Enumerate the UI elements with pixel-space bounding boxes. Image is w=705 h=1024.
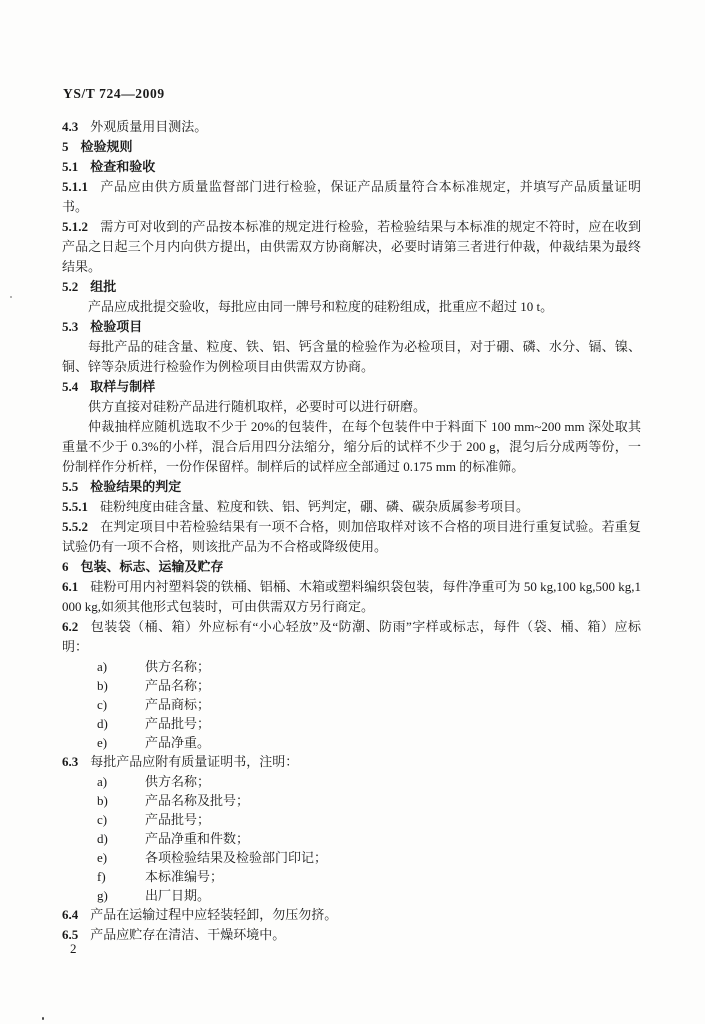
clause-5-3-heading	[62, 317, 641, 337]
clause-number: 6.2	[62, 619, 79, 634]
clause-5-2-heading	[62, 277, 641, 297]
clause-number: 6.4	[62, 907, 79, 922]
clause-6-1	[62, 577, 641, 617]
section-title: 包装、标志、运输及贮存	[80, 559, 224, 574]
list-marker: e)	[97, 735, 108, 750]
section-6-heading	[62, 557, 641, 577]
list-text: 产品名称及批号；	[145, 793, 250, 808]
clause-number: 6.1	[62, 579, 79, 594]
clause-5-5-1	[62, 497, 641, 517]
clause-4-3	[62, 117, 641, 137]
clause-number: 5.5.1	[62, 499, 88, 514]
clause-5-2-text: 产品应成批提交验收，每批应由同一牌号和粒度的硅粉组成，批重应不超过 10 t。	[88, 299, 554, 314]
list-marker: b)	[97, 793, 108, 808]
list-marker: d)	[97, 716, 108, 731]
list-text: 各项检验结果及检验部门印记；	[145, 850, 328, 865]
clause-title: 取样与制样	[90, 379, 156, 394]
list-item	[62, 772, 641, 791]
clause-text: 产品在运输过程中应轻装轻卸，勿压勿挤。	[90, 907, 338, 922]
list-text: 产品净重。	[145, 735, 211, 750]
standard-code-header: YS/T 724—2009	[63, 86, 165, 101]
list-item	[62, 695, 641, 714]
clause-number: 5.3	[62, 319, 79, 334]
list-text: 供方名称；	[145, 774, 211, 789]
list-marker: a)	[97, 774, 108, 789]
list-item	[62, 791, 641, 810]
list-item	[62, 733, 641, 752]
list-marker: d)	[97, 831, 108, 846]
clause-number: 5.1	[62, 159, 79, 174]
clause-5-4-paragraph-2: 仲裁抽样应随机选取不少于 20%的包装件，在每个包装件中于料面下 100 mm~200 mm 深处取其重量不少于 0.3%的小样，混合后用四分法缩分，缩分后的试样不少于 200 g，混匀后分成两等份，一份制样作分析样，一份作保留样。制样后的试样应全部通过 0.175 mm 的标准筛。	[62, 419, 641, 474]
list-text: 产品批号；	[145, 716, 211, 731]
clause-number: 5.5	[62, 479, 79, 494]
clause-text: 需方可对收到的产品按本标准的规定进行检验，若检验结果与本标准的规定不符时，应在收到产品之日起三个月内向供方提出，由供需双方协商解决，必要时请第三者进行仲裁，仲裁结果为最终结果。	[62, 219, 641, 274]
clause-number: 5.5.2	[62, 519, 88, 534]
scan-speck	[10, 296, 12, 298]
clause-number: 6.3	[62, 754, 79, 769]
clause-text: 外观质量用目测法。	[90, 119, 208, 134]
clause-5-1-1	[62, 177, 641, 217]
clause-text: 硅粉可用内衬塑料袋的铁桶、铝桶、木箱或塑料编织袋包装，每件净重可为 50 kg,100 kg,500 kg,1 000 kg,如须其他形式包装时，可由供需双方另行商定。	[62, 579, 641, 614]
clause-5-5-heading	[62, 477, 641, 497]
section-number: 5	[62, 139, 69, 154]
clause-title: 检验结果的判定	[90, 479, 182, 494]
clause-6-2	[62, 617, 641, 657]
clause-5-3-text: 每批产品的硅含量、粒度、铁、铝、钙含量的检验作为必检项目，对于硼、磷、水分、镉、镍、铜、锌等杂质进行检验作为例检项目由供需双方协商。	[62, 339, 641, 374]
clause-5-5-2	[62, 517, 641, 557]
clause-number: 5.2	[62, 279, 79, 294]
section-title: 检验规则	[80, 139, 133, 154]
list-item	[62, 657, 641, 676]
list-marker: c)	[97, 812, 108, 827]
list-item	[62, 676, 641, 695]
list-marker: g)	[97, 888, 108, 903]
clause-text: 产品应贮存在清洁、干燥环境中。	[90, 927, 286, 942]
clause-number: 4.3	[62, 119, 79, 134]
clause-5-1-2	[62, 217, 641, 277]
clause-number: 5.4	[62, 379, 79, 394]
clause-text: 硅粉纯度由硅含量、粒度和铁、铝、钙判定，硼、磷、碳杂质属参考项目。	[100, 499, 530, 514]
page-number: 2	[70, 941, 77, 956]
list-item	[62, 848, 641, 867]
list-text: 产品净重和件数；	[145, 831, 250, 846]
section-number: 6	[62, 559, 69, 574]
list-item	[62, 886, 641, 905]
list-marker: b)	[97, 678, 108, 693]
clause-number: 6.5	[62, 927, 79, 942]
list-item	[62, 714, 641, 733]
clause-title: 检验项目	[90, 319, 143, 334]
clause-6-5	[62, 925, 641, 945]
clause-6-4	[62, 905, 641, 925]
clause-text: 在判定项目中若检验结果有一项不合格，则加倍取样对该不合格的项目进行重复试验。若重复试验仍有一项不合格，则该批产品为不合格或降级使用。	[62, 519, 641, 554]
document-content	[62, 117, 641, 945]
scan-speck	[42, 1017, 44, 1020]
list-text: 出厂日期。	[145, 888, 211, 903]
clause-title: 组批	[90, 279, 117, 294]
clause-5-4-heading	[62, 377, 641, 397]
clause-6-3	[62, 752, 641, 772]
clause-number: 5.1.2	[62, 219, 88, 234]
clause-text: 每批产品应附有质量证明书，注明：	[90, 754, 299, 769]
clause-text: 产品应由供方质量监督部门进行检验，保证产品质量符合本标准规定，并填写产品质量证明书。	[62, 179, 641, 214]
list-item	[62, 829, 641, 848]
list-marker: f)	[97, 869, 106, 884]
clause-text: 包装袋（桶、箱）外应标有“小心轻放”及“防潮、防雨”字样或标志，每件（袋、桶、箱）应标明：	[62, 619, 641, 654]
section-5-heading	[62, 137, 641, 157]
clause-5-1-heading	[62, 157, 641, 177]
list-marker: c)	[97, 697, 108, 712]
clause-title: 检查和验收	[90, 159, 156, 174]
list-text: 本标准编号；	[145, 869, 224, 884]
list-marker: a)	[97, 659, 108, 674]
list-item	[62, 810, 641, 829]
list-text: 产品商标；	[145, 697, 211, 712]
list-marker: e)	[97, 850, 108, 865]
list-item	[62, 867, 641, 886]
clause-number: 5.1.1	[62, 179, 88, 194]
list-text: 产品名称；	[145, 678, 211, 693]
list-text: 产品批号；	[145, 812, 211, 827]
clause-5-4-paragraph-1: 供方直接对硅粉产品进行随机取样，必要时可以进行研磨。	[88, 399, 427, 414]
list-text: 供方名称；	[145, 659, 211, 674]
